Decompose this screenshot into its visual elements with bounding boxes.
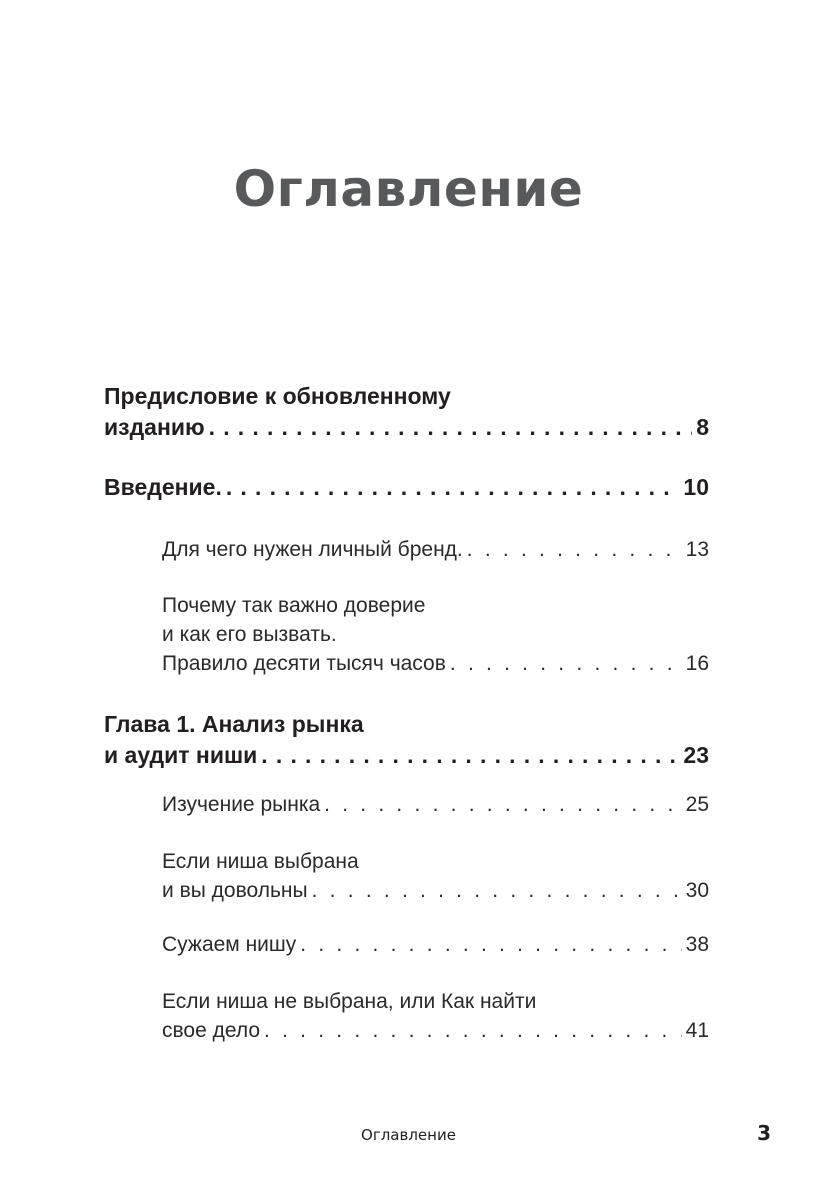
toc-entry-title-line: Если ниша не выбрана, или Как найти <box>162 990 537 1013</box>
toc-entry-title-line: и как его вызвать. <box>162 623 337 646</box>
toc-entry-title-line: изданию <box>104 414 205 440</box>
page-number: 3 <box>757 1121 771 1145</box>
dot-leader <box>312 876 682 905</box>
toc-page-number: 23 <box>683 742 709 768</box>
toc-page-number: 13 <box>685 538 709 561</box>
toc-page-number: 16 <box>685 652 709 675</box>
dot-leader <box>450 649 682 678</box>
dot-leader <box>324 790 681 819</box>
toc-entry-niche-not-chosen[interactable] <box>162 987 709 1045</box>
toc-page-number: 25 <box>685 793 709 816</box>
toc-entry-title-line: Правило десяти тысяч часов <box>162 652 446 675</box>
dot-leader <box>226 472 680 503</box>
toc-entry-title-line: Сужаем нишу <box>162 933 297 956</box>
toc-entry-title-line: и вы довольны <box>162 879 308 902</box>
dot-leader <box>264 1016 682 1045</box>
toc-entry-chapter-1[interactable] <box>104 709 709 771</box>
toc-entry-title-line: Для чего нужен личный бренд. <box>162 538 463 561</box>
toc-page-number: 38 <box>685 933 709 956</box>
toc-entry-personal-brand[interactable] <box>162 535 709 564</box>
toc-entry-title-line: Если ниша выбрана <box>162 850 359 873</box>
toc-entry-title-line: и аудит ниши <box>104 742 258 768</box>
page-title: Оглавление <box>233 159 584 218</box>
toc-entry-title-line: Предисловие к обновленному <box>104 383 451 409</box>
dot-leader <box>261 740 679 771</box>
toc-entry-introduction[interactable] <box>104 472 709 503</box>
toc-entry-narrow-niche[interactable] <box>162 930 709 959</box>
toc-entry-title-line: Глава 1. Анализ рынка <box>104 711 364 737</box>
toc-entry-title-line: Введение. <box>104 474 222 500</box>
running-footer-title: Оглавление <box>361 1126 456 1144</box>
toc-entry-market-research[interactable] <box>162 790 709 819</box>
toc-page-number: 41 <box>685 1019 709 1042</box>
toc-page-number: 30 <box>685 879 709 902</box>
toc-entry-preface[interactable] <box>104 381 709 443</box>
dot-leader <box>209 412 693 443</box>
toc-entry-trust[interactable] <box>162 591 709 678</box>
toc-entry-title-line: свое дело <box>162 1019 261 1042</box>
toc-entry-niche-chosen[interactable] <box>162 847 709 905</box>
dot-leader <box>300 930 681 959</box>
toc-page-number: 8 <box>696 414 709 440</box>
dot-leader <box>467 535 682 564</box>
toc-entry-title-line: Почему так важно доверие <box>162 594 426 617</box>
toc-page-number: 10 <box>683 474 709 500</box>
toc-entry-title-line: Изучение рынка <box>162 793 321 816</box>
